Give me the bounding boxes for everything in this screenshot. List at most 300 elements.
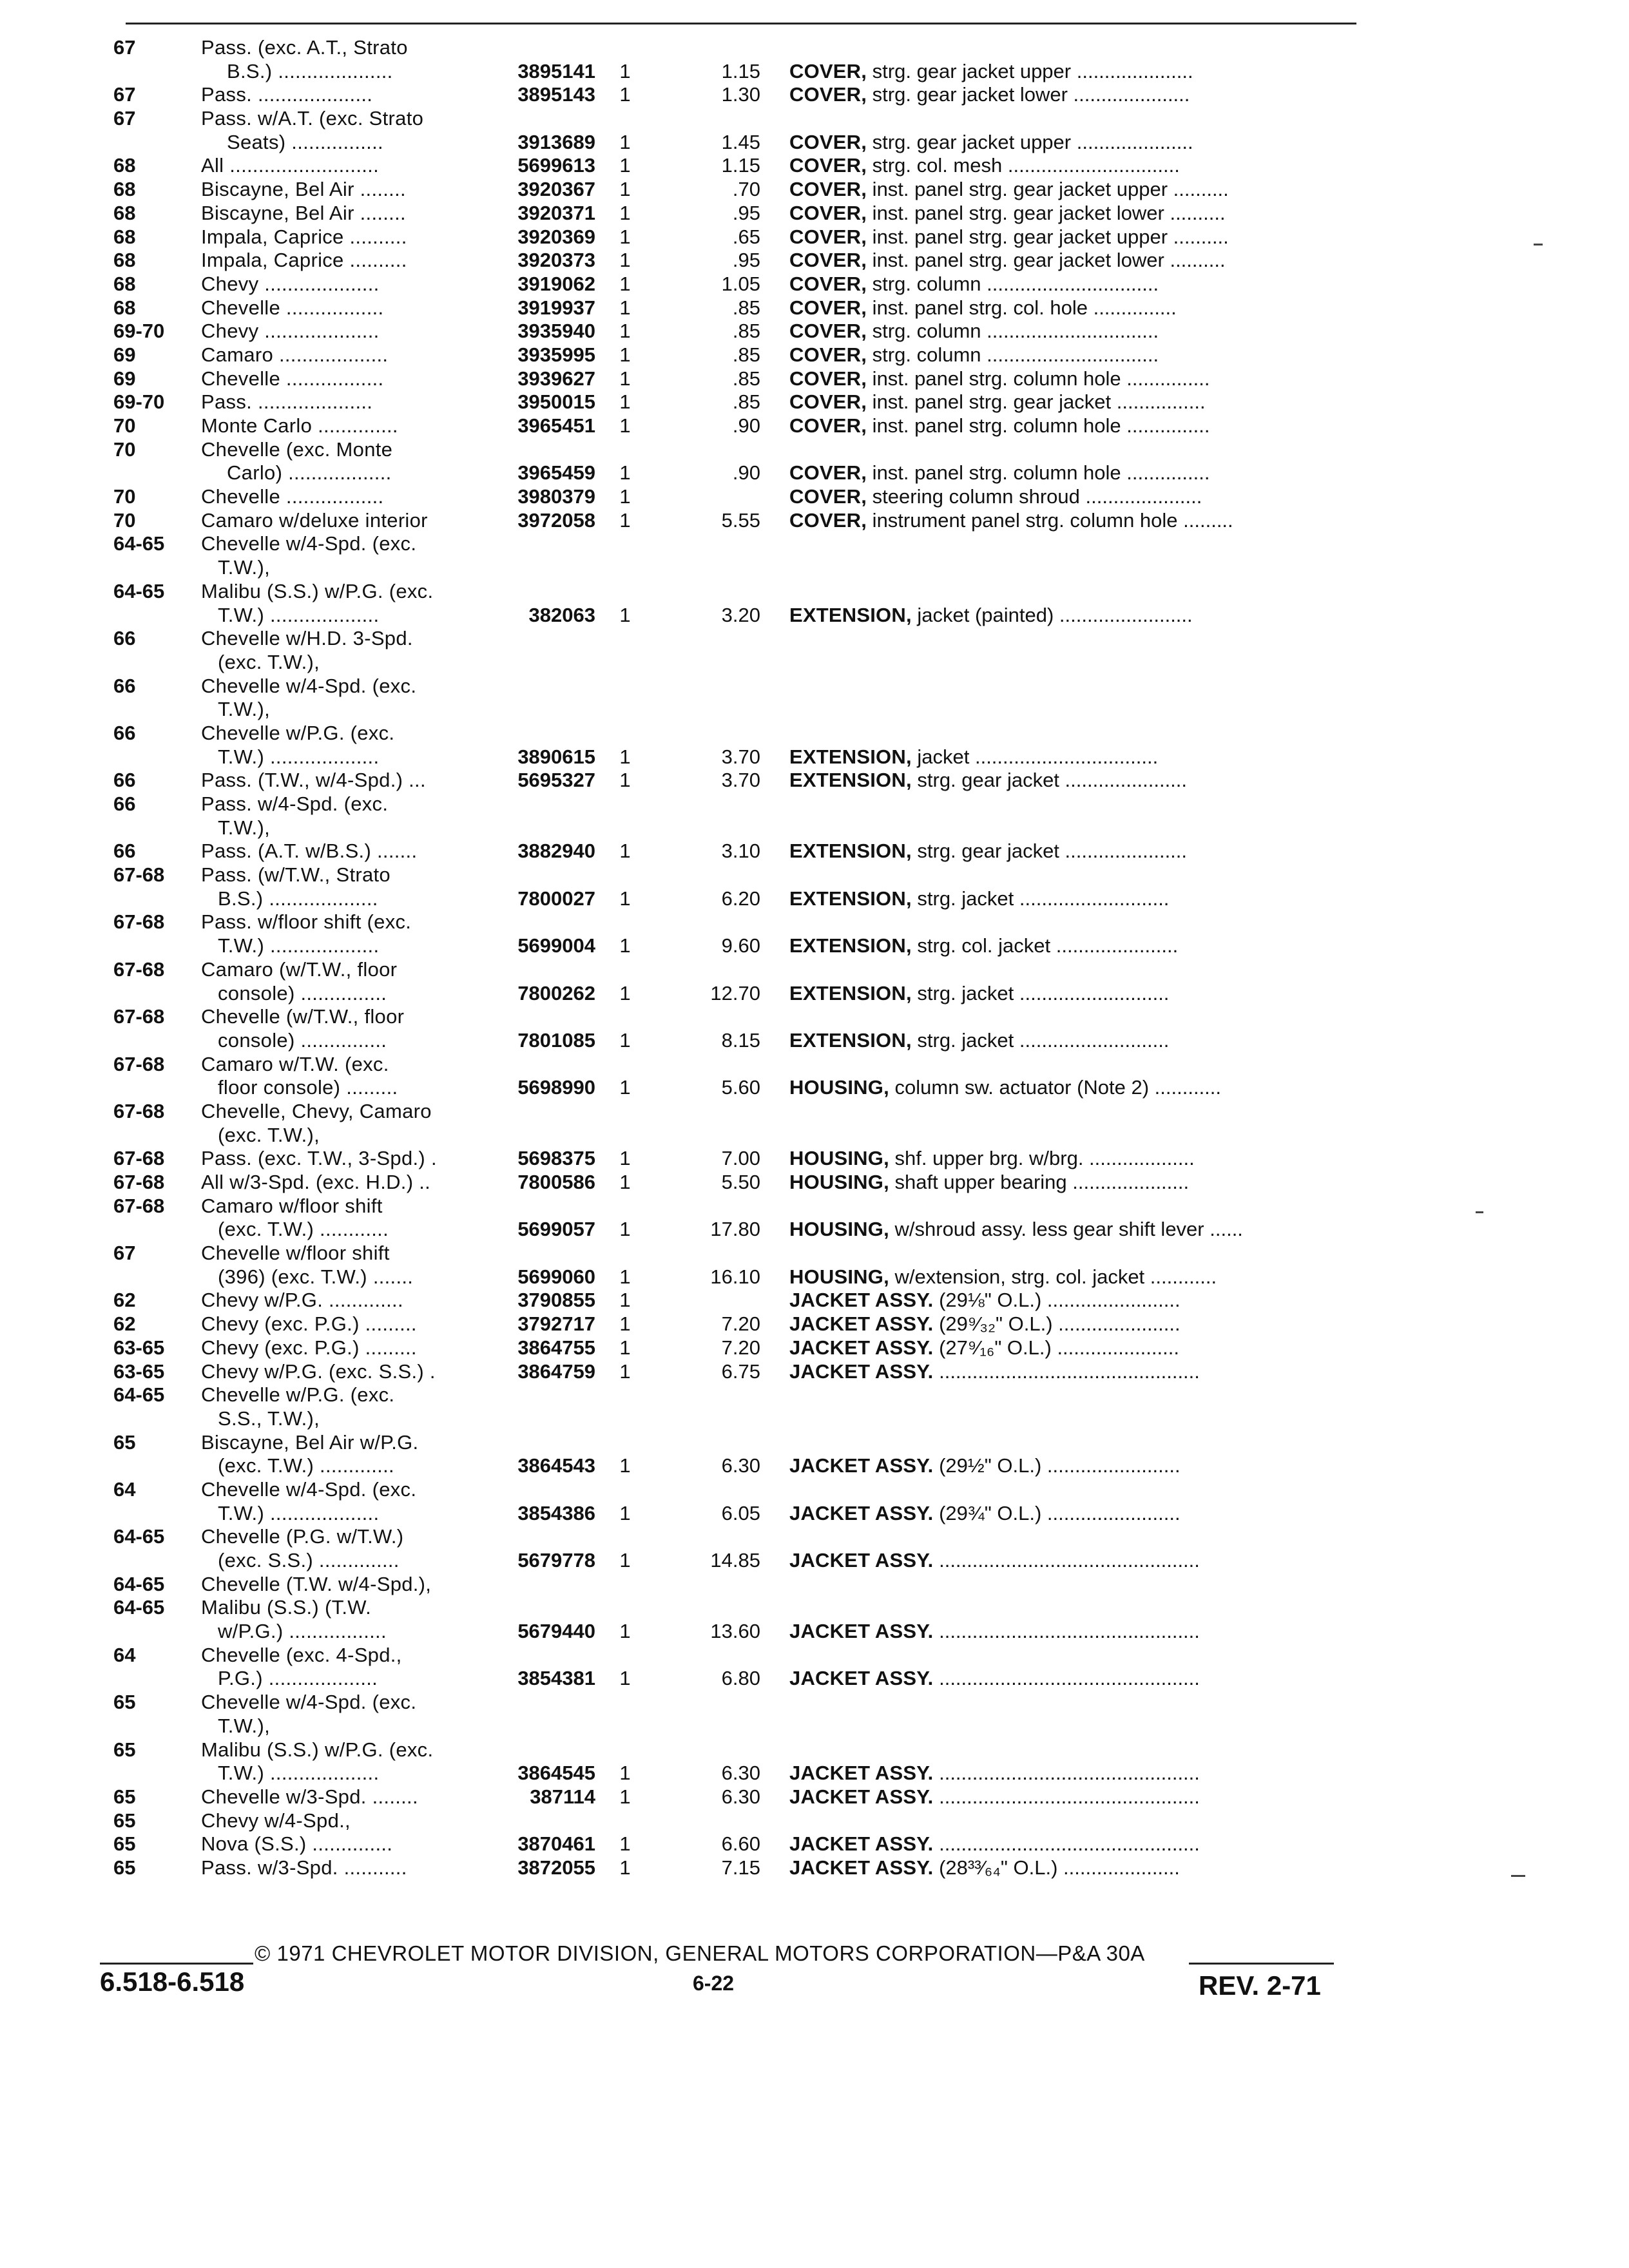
table-row (0, 1383, 1629, 1407)
table-row (0, 675, 1629, 698)
part-number-cell: 5698990 (517, 1076, 595, 1099)
description-text: jacket ................................. (911, 745, 1159, 768)
model-cell: Camaro w/T.W. (exc. (201, 1052, 389, 1075)
description-cell (789, 1785, 1356, 1809)
part-number-cell: 5695327 (517, 769, 595, 792)
table-row (0, 83, 1629, 107)
table-row (0, 438, 1629, 462)
description-cell (789, 840, 1356, 863)
quantity-cell: 1 (619, 296, 631, 319)
model-cell: Chevelle ................. (201, 296, 384, 319)
description-cell (789, 509, 1356, 533)
description-keyword: EXTENSION, (789, 603, 912, 626)
description-keyword: JACKET ASSY. (789, 1856, 934, 1879)
description-cell (789, 1454, 1356, 1478)
table-row (0, 1029, 1629, 1053)
description-keyword: JACKET ASSY. (789, 1667, 934, 1690)
table-row (0, 1218, 1629, 1242)
description-cell (789, 1667, 1356, 1691)
description-keyword: EXTENSION, (789, 840, 912, 863)
quantity-cell: 1 (619, 1620, 631, 1643)
description-text: inst. panel strg. col. hole ............... (867, 296, 1177, 319)
price-cell: 6.05 (721, 1501, 760, 1524)
quantity-cell: 1 (619, 59, 631, 82)
description-keyword: JACKET ASSY. (789, 1832, 934, 1856)
description-text: column sw. actuator (Note 2) ............ (889, 1076, 1222, 1099)
year-cell: 67-68 (113, 1099, 165, 1122)
part-number-cell: 3920373 (517, 249, 595, 272)
price-cell: .90 (732, 461, 760, 485)
model-cell: Chevelle (exc. 4-Spd., (201, 1643, 402, 1666)
description-text: strg. jacket ........................... (911, 1028, 1170, 1052)
description-cell (789, 154, 1356, 178)
description-keyword: COVER, (789, 296, 867, 319)
description-text: strg. column ............................... (867, 320, 1159, 343)
part-number-cell: 3895141 (517, 59, 595, 82)
table-row (0, 910, 1629, 934)
description-text: ............................................... (933, 1667, 1200, 1690)
description-text: inst. panel strg. column hole ............... (867, 414, 1210, 437)
part-number-cell: 3920367 (517, 178, 595, 201)
table-row (0, 816, 1629, 840)
model-cell: Seats) ................ (227, 130, 383, 153)
price-cell: 3.70 (721, 745, 760, 768)
quantity-cell: 1 (619, 461, 631, 485)
model-cell: Chevy (exc. P.G.) ......... (201, 1312, 417, 1336)
year-cell: 68 (113, 249, 136, 272)
description-keyword: EXTENSION, (789, 745, 912, 768)
model-cell: Pass. (T.W., w/4-Spd.) ... (201, 769, 426, 792)
description-keyword: COVER, (789, 320, 867, 343)
description-keyword: JACKET ASSY. (789, 1289, 934, 1312)
price-cell: 6.30 (721, 1454, 760, 1477)
description-cell (789, 367, 1356, 391)
year-cell: 64 (113, 1477, 136, 1501)
description-keyword: COVER, (789, 225, 867, 248)
description-text: strg. column ............................... (867, 343, 1159, 366)
description-keyword: HOUSING, (789, 1171, 889, 1193)
description-keyword: JACKET ASSY. (789, 1312, 934, 1336)
description-keyword: JACKET ASSY. (789, 1454, 934, 1477)
year-cell: 64-65 (113, 532, 165, 555)
part-number-cell: 3980379 (517, 485, 595, 508)
year-cell: 68 (113, 178, 136, 201)
table-row (0, 60, 1629, 84)
model-cell: Chevelle w/4-Spd. (exc. (201, 674, 417, 697)
model-cell: Chevelle w/P.G. (exc. (201, 1383, 395, 1407)
price-cell: 5.55 (721, 508, 760, 532)
description-keyword: COVER, (789, 130, 867, 153)
model-cell: T.W.) ................... (218, 745, 380, 768)
model-cell: T.W.), (218, 556, 271, 579)
description-text: ............................................... (933, 1549, 1200, 1571)
quantity-cell: 1 (619, 130, 631, 153)
description-keyword: EXTENSION, (789, 934, 912, 957)
quantity-cell: 1 (619, 1312, 631, 1336)
price-cell: 5.50 (721, 1171, 760, 1193)
description-text: instrument panel strg. column hole ......... (867, 508, 1233, 532)
description-cell (789, 769, 1356, 793)
quantity-cell: 1 (619, 1856, 631, 1879)
top-rule (126, 23, 1356, 24)
description-text: ............................................... (933, 1832, 1200, 1856)
year-cell: 69-70 (113, 390, 165, 414)
year-cell: 63-65 (113, 1360, 165, 1383)
description-cell (789, 390, 1356, 414)
model-cell: S.S., T.W.), (218, 1407, 320, 1430)
part-number-cell: 3854381 (517, 1667, 595, 1690)
price-cell: 7.15 (721, 1856, 760, 1879)
table-row (0, 249, 1629, 273)
model-cell: Camaro ................... (201, 343, 389, 366)
model-cell: (396) (exc. T.W.) ....... (218, 1265, 414, 1288)
table-row (0, 1076, 1629, 1100)
description-text: inst. panel strg. gear jacket lower .......... (867, 201, 1226, 224)
description-text: inst. panel strg. gear jacket upper .......... (867, 178, 1229, 201)
description-keyword: JACKET ASSY. (789, 1620, 934, 1643)
margin-mark (1511, 1875, 1525, 1877)
quantity-cell: 1 (619, 1762, 631, 1785)
table-row (0, 1809, 1629, 1833)
price-cell: 12.70 (710, 981, 760, 1004)
part-number-cell: 3935940 (517, 320, 595, 343)
price-cell: 7.00 (721, 1147, 760, 1170)
table-row (0, 793, 1629, 816)
quantity-cell: 1 (619, 390, 631, 414)
price-cell: .85 (732, 296, 760, 319)
description-text: strg. jacket ........................... (911, 887, 1170, 910)
description-cell (789, 887, 1356, 911)
year-cell: 70 (113, 437, 136, 461)
table-row (0, 627, 1629, 651)
price-cell: 7.20 (721, 1336, 760, 1359)
quantity-cell: 1 (619, 201, 631, 224)
year-cell: 62 (113, 1289, 136, 1312)
price-cell: 3.10 (721, 840, 760, 863)
quantity-cell: 1 (619, 154, 631, 177)
quantity-cell: 1 (619, 414, 631, 437)
model-cell: T.W.) ................... (218, 1501, 380, 1524)
quantity-cell: 1 (619, 249, 631, 272)
table-row (0, 202, 1629, 226)
description-text: strg. gear jacket lower ..................... (867, 83, 1190, 106)
model-cell: console) ............... (218, 1028, 387, 1052)
model-cell: Pass. (exc. A.T., Strato (201, 36, 408, 59)
model-cell: Chevelle (P.G. w/T.W.) (201, 1525, 404, 1548)
table-row (0, 982, 1629, 1006)
model-cell: Pass. w/4-Spd. (exc. (201, 793, 389, 815)
model-cell: All w/3-Spd. (exc. H.D.) .. (201, 1171, 431, 1193)
description-text: inst. panel strg. gear jacket lower .......... (867, 249, 1226, 272)
year-cell: 67 (113, 83, 136, 106)
description-cell (789, 485, 1356, 509)
description-cell (789, 1549, 1356, 1573)
description-keyword: EXTENSION, (789, 981, 912, 1004)
table-row (0, 154, 1629, 178)
table-row (0, 1171, 1629, 1195)
model-cell: Biscayne, Bel Air ........ (201, 201, 406, 224)
year-cell: 65 (113, 1809, 136, 1832)
table-row (0, 1242, 1629, 1265)
description-keyword: COVER, (789, 154, 867, 177)
table-row (0, 1265, 1629, 1289)
table-row (0, 1431, 1629, 1455)
model-cell: Nova (S.S.) .............. (201, 1832, 393, 1856)
model-cell: Camaro w/floor shift (201, 1194, 383, 1217)
quantity-cell: 1 (619, 1289, 631, 1312)
year-cell: 70 (113, 485, 136, 508)
description-text: strg. col. jacket ...................... (911, 934, 1179, 957)
description-text: strg. column ............................... (867, 272, 1159, 295)
part-number-cell: 3864759 (517, 1360, 595, 1383)
description-cell (789, 1029, 1356, 1053)
table-row (0, 580, 1629, 604)
model-cell: (exc. T.W.) ............ (218, 1218, 389, 1241)
model-cell: Camaro (w/T.W., floor (201, 957, 398, 981)
description-text: inst. panel strg. gear jacket ................ (867, 390, 1206, 414)
model-cell: All .......................... (201, 154, 379, 177)
description-cell (789, 131, 1356, 155)
part-number-cell: 3950015 (517, 390, 595, 414)
table-row (0, 887, 1629, 911)
table-row (0, 178, 1629, 202)
year-cell: 66 (113, 721, 136, 744)
quantity-cell: 1 (619, 272, 631, 295)
description-keyword: COVER, (789, 59, 867, 82)
year-cell: 64-65 (113, 1572, 165, 1595)
part-number-cell: 7801085 (517, 1028, 595, 1052)
description-text: jacket (painted) ........................ (911, 603, 1193, 626)
model-cell: Chevelle ................. (201, 485, 384, 508)
price-cell: 8.15 (721, 1028, 760, 1052)
description-text: strg. gear jacket ...................... (911, 769, 1188, 792)
margin-mark (1534, 244, 1543, 245)
table-row (0, 722, 1629, 745)
model-cell: Chevelle w/4-Spd. (exc. (201, 1477, 417, 1501)
footer-rule-left (100, 1963, 253, 1965)
year-cell: 67-68 (113, 957, 165, 981)
price-cell: 1.30 (721, 83, 760, 106)
description-text: strg. gear jacket upper ..................... (867, 130, 1193, 153)
description-cell (789, 461, 1356, 485)
description-keyword: COVER, (789, 83, 867, 106)
description-keyword: COVER, (789, 508, 867, 532)
description-text: (29⅛" O.L.) ........................ (933, 1289, 1181, 1312)
model-cell: T.W.), (218, 698, 271, 721)
table-row (0, 1124, 1629, 1148)
year-cell: 65 (113, 1785, 136, 1808)
description-text: (29¾" O.L.) ........................ (933, 1501, 1181, 1524)
description-text: inst. panel strg. column hole ............... (867, 367, 1210, 390)
description-cell (789, 1218, 1356, 1242)
model-cell: Chevy w/P.G. (exc. S.S.) . (201, 1360, 436, 1383)
part-number-cell: 5698375 (517, 1147, 595, 1170)
description-cell (789, 1336, 1356, 1360)
quantity-cell: 1 (619, 981, 631, 1004)
quantity-cell: 1 (619, 83, 631, 106)
table-row (0, 1738, 1629, 1762)
model-cell: console) ............... (218, 981, 387, 1004)
quantity-cell: 1 (619, 367, 631, 390)
model-cell: (exc. T.W.), (218, 650, 320, 673)
year-cell: 65 (113, 1832, 136, 1856)
model-cell: T.W.), (218, 1714, 271, 1737)
year-cell: 69 (113, 343, 136, 366)
year-cell: 67 (113, 1242, 136, 1265)
part-number-cell: 3920369 (517, 225, 595, 248)
description-text: shaft upper bearing ..................... (889, 1171, 1190, 1193)
description-keyword: COVER, (789, 485, 867, 508)
model-cell: Chevelle w/3-Spd. ........ (201, 1785, 418, 1808)
part-number-cell: 387114 (530, 1785, 595, 1808)
part-number-cell: 3864543 (517, 1454, 595, 1477)
price-cell: 6.30 (721, 1785, 760, 1808)
table-row (0, 604, 1629, 628)
model-cell: Chevelle (exc. Monte (201, 437, 393, 461)
description-keyword: JACKET ASSY. (789, 1549, 934, 1571)
table-row (0, 1478, 1629, 1502)
description-cell (789, 273, 1356, 296)
description-cell (789, 249, 1356, 273)
description-cell (789, 1832, 1356, 1856)
part-number-cell: 3864545 (517, 1762, 595, 1785)
price-cell: 1.15 (721, 154, 760, 177)
price-cell: 6.30 (721, 1762, 760, 1785)
price-cell: 17.80 (710, 1218, 760, 1241)
quantity-cell: 1 (619, 1454, 631, 1477)
table-row (0, 1762, 1629, 1785)
description-cell (789, 982, 1356, 1006)
year-cell: 67-68 (113, 863, 165, 887)
table-row (0, 532, 1629, 556)
table-row (0, 1785, 1629, 1809)
year-cell: 65 (113, 1856, 136, 1879)
quantity-cell: 1 (619, 1360, 631, 1383)
table-row (0, 1100, 1629, 1124)
model-cell: Chevelle, Chevy, Camaro (201, 1099, 432, 1122)
quantity-cell: 1 (619, 1265, 631, 1288)
model-cell: Chevy .................... (201, 272, 380, 295)
part-number-cell: 3913689 (517, 130, 595, 153)
description-cell (789, 226, 1356, 249)
description-text: strg. gear jacket ...................... (911, 840, 1188, 863)
description-cell (789, 60, 1356, 84)
quantity-cell: 1 (619, 1076, 631, 1099)
part-number-cell: 7800027 (517, 887, 595, 910)
price-cell: 5.60 (721, 1076, 760, 1099)
description-cell (789, 414, 1356, 438)
model-cell: Pass. (exc. T.W., 3-Spd.) . (201, 1147, 437, 1170)
part-number-cell: 7800262 (517, 981, 595, 1004)
model-cell: B.S.) ................... (218, 887, 378, 910)
part-number-cell: 3965451 (517, 414, 595, 437)
year-cell: 66 (113, 840, 136, 863)
quantity-cell: 1 (619, 1336, 631, 1359)
description-keyword: COVER, (789, 201, 867, 224)
price-cell: 1.15 (721, 59, 760, 82)
part-number-cell: 382063 (528, 603, 595, 626)
margin-mark (1476, 1211, 1483, 1213)
price-cell: 3.70 (721, 769, 760, 792)
part-number-cell: 3870461 (517, 1832, 595, 1856)
price-cell: 1.05 (721, 272, 760, 295)
quantity-cell: 1 (619, 1218, 631, 1241)
model-cell: Malibu (S.S.) (T.W. (201, 1596, 372, 1619)
price-cell: 16.10 (710, 1265, 760, 1288)
table-row (0, 840, 1629, 863)
table-row (0, 414, 1629, 438)
part-number-cell: 3882940 (517, 840, 595, 863)
table-row (0, 296, 1629, 320)
model-cell: Pass. w/floor shift (exc. (201, 910, 412, 934)
year-cell: 66 (113, 627, 136, 650)
description-cell (789, 1762, 1356, 1785)
quantity-cell: 1 (619, 1667, 631, 1690)
model-cell: Chevelle (w/T.W., floor (201, 1005, 405, 1028)
description-text: (27⁹⁄₁₆" O.L.) ...................... (933, 1336, 1179, 1359)
description-text: (28³³⁄₆₄" O.L.) ..................... (933, 1856, 1180, 1879)
description-cell (789, 1265, 1356, 1289)
table-row (0, 107, 1629, 131)
year-cell: 64-65 (113, 1383, 165, 1407)
description-text: ............................................... (933, 1762, 1200, 1785)
price-cell: 6.60 (721, 1832, 760, 1856)
model-cell: Chevelle w/P.G. (exc. (201, 721, 395, 744)
description-keyword: EXTENSION, (789, 1028, 912, 1052)
model-cell: P.G.) ................... (218, 1667, 378, 1690)
description-text: ............................................... (933, 1620, 1200, 1643)
price-cell: .85 (732, 343, 760, 366)
year-cell: 70 (113, 508, 136, 532)
table-row (0, 1312, 1629, 1336)
description-cell (789, 296, 1356, 320)
part-number-cell: 3919062 (517, 272, 595, 295)
price-cell: .95 (732, 201, 760, 224)
table-row (0, 651, 1629, 675)
year-cell: 62 (113, 1312, 136, 1336)
description-text: inst. panel strg. column hole ............... (867, 461, 1210, 485)
model-cell: Chevy w/4-Spd., (201, 1809, 351, 1832)
model-cell: T.W.) ................... (218, 603, 380, 626)
year-cell: 65 (113, 1430, 136, 1454)
model-cell: (exc. T.W.), (218, 1123, 320, 1146)
table-row (0, 367, 1629, 391)
year-cell: 66 (113, 674, 136, 697)
table-row (0, 1195, 1629, 1218)
page-number: 6-22 (693, 1972, 735, 1995)
description-cell (789, 1147, 1356, 1171)
description-keyword: JACKET ASSY. (789, 1785, 934, 1808)
model-cell: Chevelle w/floor shift (201, 1242, 390, 1265)
quantity-cell: 1 (619, 887, 631, 910)
table-row (0, 1407, 1629, 1431)
model-cell: Malibu (S.S.) w/P.G. (exc. (201, 579, 434, 602)
model-cell: Chevy .................... (201, 320, 380, 343)
year-cell: 64-65 (113, 579, 165, 602)
description-keyword: COVER, (789, 343, 867, 366)
year-cell: 67-68 (113, 1005, 165, 1028)
model-cell: Chevelle (T.W. w/4-Spd.), (201, 1572, 432, 1595)
year-cell: 68 (113, 225, 136, 248)
description-keyword: COVER, (789, 249, 867, 272)
description-cell (789, 604, 1356, 628)
table-row (0, 556, 1629, 580)
model-cell: Camaro w/deluxe interior (201, 508, 428, 532)
part-number-cell: 5699004 (517, 934, 595, 957)
table-row (0, 1573, 1629, 1597)
year-cell: 68 (113, 201, 136, 224)
table-row (0, 1620, 1629, 1644)
